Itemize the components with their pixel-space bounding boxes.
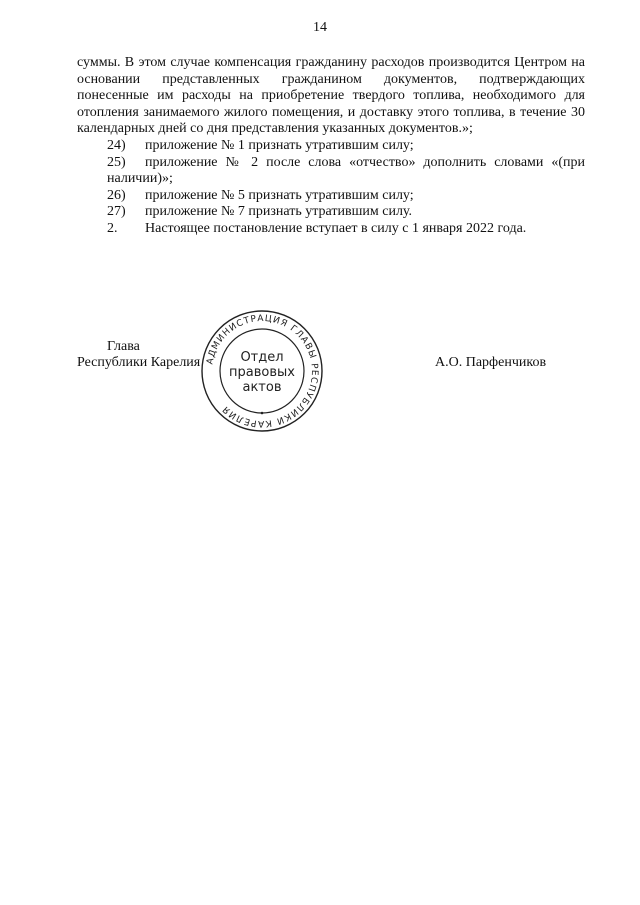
seal-center-line-3: актов	[242, 380, 282, 395]
list-item	[77, 204, 585, 221]
official-seal	[200, 309, 324, 433]
signatory-title-line-2: Республики Карелия	[77, 355, 201, 370]
list-item	[77, 155, 585, 188]
list-item-text: приложение № 5 признать утратившим силу;	[145, 187, 414, 203]
seal-dot	[261, 412, 264, 415]
signatory-name: А.О. Парфенчиков	[435, 355, 547, 370]
list-item-number: 24)	[107, 137, 126, 153]
list-item	[77, 138, 585, 155]
clause-number: 2.	[107, 220, 118, 236]
list-item-number: 26)	[107, 187, 126, 203]
clause-item	[77, 221, 585, 238]
page-number: 14	[313, 20, 327, 35]
seal-center-line-2: правовых	[229, 365, 295, 380]
seal-ring-text: АДМИНИСТРАЦИЯ ГЛАВЫ РЕСПУБЛИКИ КАРЕЛИЯ	[205, 313, 320, 429]
signatory-title-line-1: Глава	[107, 339, 140, 354]
list-item-number: 25)	[107, 154, 126, 170]
list-item-text: приложение № 2 после слова «отчество» дополнить словами «(при наличии)»;	[107, 154, 585, 187]
clause-text: Настоящее постановление вступает в силу с 1 января 2022 года.	[145, 220, 527, 236]
list-item	[77, 188, 585, 205]
list-item-number: 27)	[107, 204, 126, 220]
list-item-text: приложение № 1 признать утратившим силу;	[145, 137, 414, 153]
seal-center-line-1: Отдел	[240, 350, 284, 365]
list-item-text: приложение № 7 признать утратившим силу.	[145, 204, 413, 220]
intro-paragraph: суммы. В этом случае компенсация гражданину расходов производится Центром на основании представленных гражданином документов, подтверждающих понесенные им расходы на приобретение твердого топлива, необходимого для отопления занимаемого жилого помещения, и доставку этого топлива, в течение 30 календарных дней со дня представления указанных документов.»;	[77, 55, 585, 137]
document-body	[77, 55, 585, 238]
